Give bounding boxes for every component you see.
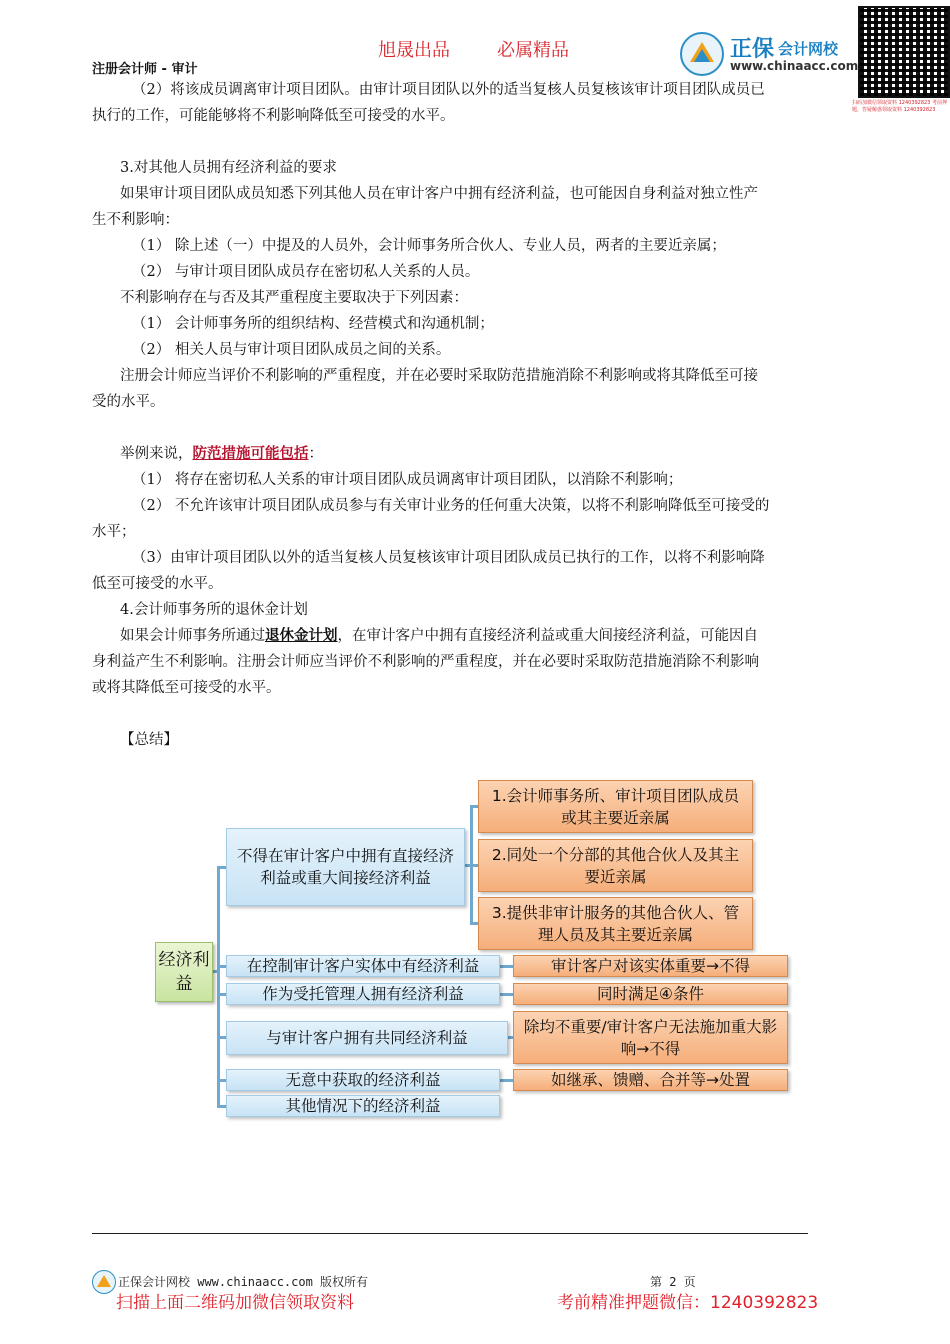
text-line: （1） 会计师事务所的组织结构、经营模式和沟通机制；	[132, 316, 494, 332]
section-heading: 4.会计师事务所的退休金计划	[120, 602, 308, 618]
logo-name: 正保	[730, 37, 775, 62]
branch-node: 其他情况下的经济利益	[226, 1095, 500, 1117]
text-line: （2） 与审计项目团队成员存在密切私人关系的人员。	[132, 264, 480, 280]
text-line: 如果审计项目团队成员知悉下列其他人员在审计客户中拥有经济利益，也可能因自身利益对独立性产	[120, 186, 758, 202]
logo-icon	[680, 32, 724, 76]
branch-node: 与审计客户拥有共同经济利益	[226, 1021, 508, 1055]
leaf-node: 同时满足④条件	[513, 983, 788, 1005]
measure-line: （3）由审计项目团队以外的适当复核人员复核该审计项目团队成员已执行的工作，以将不利影响降	[132, 550, 765, 566]
slogan-left: 旭晟出品	[378, 40, 450, 61]
example-line	[120, 441, 890, 467]
leaf-node: 审计客户对该实体重要→不得	[513, 955, 788, 977]
page-number: 第 2 页	[650, 1275, 696, 1289]
example-suffix: ：	[308, 446, 323, 462]
text-line: 不利影响存在与否及其严重程度主要取决于下列因素：	[120, 290, 468, 306]
measure-line: 低至可接受的水平。	[92, 576, 223, 592]
summary-label: 【总结】	[120, 732, 178, 748]
qr-note: 扫码加微信领取资料 1240392823 考前押题，答疑解惑领取资料 1240392823	[852, 100, 947, 113]
connector	[500, 1079, 514, 1082]
footer-logo-icon	[92, 1270, 116, 1294]
pension-prefix: 如果会计师事务所通过	[120, 628, 265, 644]
footer-cta-left: 扫描上面二维码加微信领取资料	[116, 1293, 354, 1313]
chinaacc-logo	[680, 30, 859, 80]
text-line: 执行的工作，可能能够将不利影响降低至可接受的水平。	[92, 108, 455, 124]
text-line: 注册会计师应当评价不利影响的严重程度，并在必要时采取防范措施消除不利影响或将其降低至可接	[120, 368, 758, 384]
leaf-node: 3.提供非审计服务的其他合伙人、管理人员及其主要近亲属	[478, 897, 753, 950]
connector	[500, 965, 514, 968]
pension-line	[120, 623, 890, 649]
root-node: 经济利益	[155, 942, 213, 1002]
branch-node: 作为受托管理人拥有经济利益	[226, 983, 500, 1005]
pension-line: 身利益产生不利影响。注册会计师应当评价不利影响的严重程度，并在必要时采取防范措施消除不利影响	[92, 654, 759, 670]
text-line: （2） 相关人员与审计项目团队成员之间的关系。	[132, 342, 451, 358]
footer-cta-right: 考前精准押题微信：1240392823	[557, 1293, 819, 1313]
leaf-node: 除均不重要/审计客户无法施加重大影响→不得	[513, 1011, 788, 1064]
measure-line: （1） 将存在密切私人关系的审计项目团队成员调离审计项目团队，以消除不利影响；	[132, 472, 683, 488]
example-prefix: 举例来说，	[120, 446, 193, 462]
pension-suffix: ，在审计客户中拥有直接经济利益或重大间接经济利益，可能因自	[337, 628, 758, 644]
leaf-node: 如继承、馈赠、合并等→处置	[513, 1069, 788, 1091]
text-line: （1） 除上述（一）中提及的人员外，会计师事务所合伙人、专业人员，两者的主要近亲属；	[132, 238, 726, 254]
text-line: 受的水平。	[92, 394, 165, 410]
pension-line: 或将其降低至可接受的水平。	[92, 680, 281, 696]
section-heading: 3.对其他人员拥有经济利益的要求	[120, 160, 337, 176]
text-line: （2）将该成员调离审计项目团队。由审计项目团队以外的适当复核人员复核该审计项目团队成员已	[132, 82, 765, 98]
leaf-node: 1.会计师事务所、审计项目团队成员或其主要近亲属	[478, 780, 753, 833]
example-link[interactable]: 防范措施可能包括	[192, 445, 309, 462]
subject-title: 注册会计师 - 审计	[92, 62, 198, 77]
slogan-right: 必属精品	[497, 40, 569, 61]
connector	[500, 993, 514, 996]
branch-node: 在控制审计客户实体中有经济利益	[226, 955, 500, 977]
connector	[217, 866, 220, 1108]
footer-copyright: 正保会计网校 www.chinaacc.com 版权所有	[118, 1275, 369, 1289]
pension-link[interactable]: 退休金计划	[265, 627, 338, 644]
logo-sub: 会计网校	[778, 40, 839, 58]
measure-line: （2） 不允许该审计项目团队成员参与有关审计业务的任何重大决策，以将不利影响降低至可接受的	[132, 498, 770, 514]
logo-url: www.chinaacc.com	[730, 59, 859, 73]
measure-line: 水平；	[92, 524, 136, 540]
footer-divider	[92, 1233, 808, 1234]
branch-node: 无意中获取的经济利益	[226, 1069, 500, 1091]
text-line: 生不利影响：	[92, 212, 179, 228]
branch-node: 不得在审计客户中拥有直接经济利益或重大间接经济利益	[226, 828, 465, 906]
leaf-node: 2.同处一个分部的其他合伙人及其主要近亲属	[478, 839, 753, 892]
